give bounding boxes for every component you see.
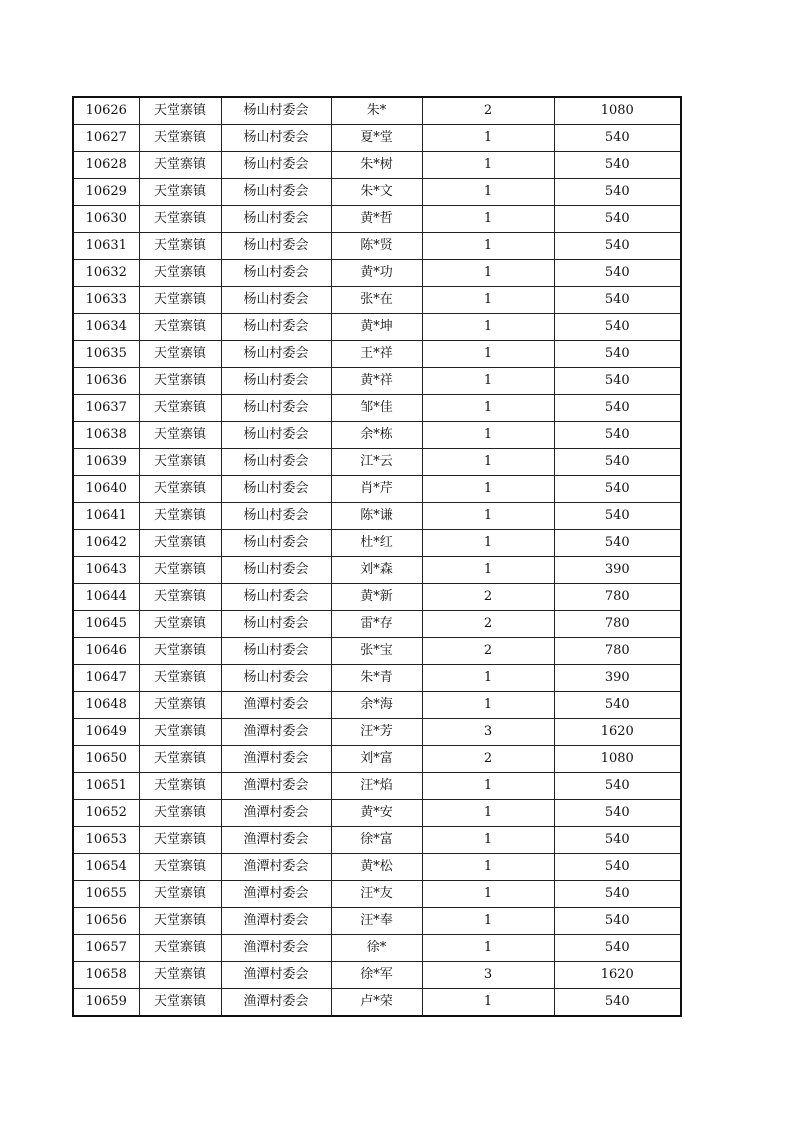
household-size-cell: 1 bbox=[422, 152, 554, 179]
village-committee-cell: 渔潭村委会 bbox=[221, 962, 331, 989]
household-size-cell: 2 bbox=[422, 746, 554, 773]
household-size-cell: 1 bbox=[422, 179, 554, 206]
town-cell: 天堂寨镇 bbox=[139, 962, 221, 989]
town-cell: 天堂寨镇 bbox=[139, 341, 221, 368]
table-row bbox=[73, 584, 681, 611]
amount-cell: 540 bbox=[554, 449, 681, 476]
serial-number-cell: 10636 bbox=[73, 368, 139, 395]
name-cell: 陈*谦 bbox=[331, 503, 422, 530]
village-committee-cell: 渔潭村委会 bbox=[221, 935, 331, 962]
town-cell: 天堂寨镇 bbox=[139, 881, 221, 908]
household-size-cell: 1 bbox=[422, 260, 554, 287]
table-row bbox=[73, 773, 681, 800]
village-committee-cell: 渔潭村委会 bbox=[221, 800, 331, 827]
village-committee-cell: 杨山村委会 bbox=[221, 449, 331, 476]
village-committee-cell: 渔潭村委会 bbox=[221, 746, 331, 773]
name-cell: 朱*树 bbox=[331, 152, 422, 179]
town-cell: 天堂寨镇 bbox=[139, 206, 221, 233]
village-committee-cell: 杨山村委会 bbox=[221, 206, 331, 233]
name-cell: 汪*芳 bbox=[331, 719, 422, 746]
table-row bbox=[73, 449, 681, 476]
amount-cell: 540 bbox=[554, 503, 681, 530]
serial-number-cell: 10632 bbox=[73, 260, 139, 287]
village-committee-cell: 杨山村委会 bbox=[221, 233, 331, 260]
serial-number-cell: 10640 bbox=[73, 476, 139, 503]
name-cell: 肖*芹 bbox=[331, 476, 422, 503]
table-row bbox=[73, 854, 681, 881]
village-committee-cell: 杨山村委会 bbox=[221, 638, 331, 665]
table-row bbox=[73, 368, 681, 395]
amount-cell: 540 bbox=[554, 152, 681, 179]
amount-cell: 540 bbox=[554, 287, 681, 314]
table-row bbox=[73, 962, 681, 989]
amount-cell: 780 bbox=[554, 611, 681, 638]
name-cell: 朱*青 bbox=[331, 665, 422, 692]
village-committee-cell: 渔潭村委会 bbox=[221, 719, 331, 746]
amount-cell: 540 bbox=[554, 989, 681, 1017]
village-committee-cell: 杨山村委会 bbox=[221, 368, 331, 395]
name-cell: 黄*松 bbox=[331, 854, 422, 881]
household-size-cell: 3 bbox=[422, 962, 554, 989]
amount-cell: 1080 bbox=[554, 746, 681, 773]
household-size-cell: 1 bbox=[422, 773, 554, 800]
name-cell: 徐*军 bbox=[331, 962, 422, 989]
village-committee-cell: 渔潭村委会 bbox=[221, 908, 331, 935]
table-row bbox=[73, 476, 681, 503]
household-size-cell: 1 bbox=[422, 908, 554, 935]
town-cell: 天堂寨镇 bbox=[139, 395, 221, 422]
amount-cell: 1080 bbox=[554, 97, 681, 125]
village-committee-cell: 渔潭村委会 bbox=[221, 989, 331, 1017]
amount-cell: 390 bbox=[554, 665, 681, 692]
village-committee-cell: 杨山村委会 bbox=[221, 287, 331, 314]
village-committee-cell: 杨山村委会 bbox=[221, 503, 331, 530]
amount-cell: 540 bbox=[554, 908, 681, 935]
village-committee-cell: 渔潭村委会 bbox=[221, 881, 331, 908]
amount-cell: 540 bbox=[554, 314, 681, 341]
town-cell: 天堂寨镇 bbox=[139, 449, 221, 476]
name-cell: 汪*友 bbox=[331, 881, 422, 908]
household-size-cell: 1 bbox=[422, 287, 554, 314]
table-row bbox=[73, 206, 681, 233]
household-size-cell: 1 bbox=[422, 368, 554, 395]
name-cell: 张*在 bbox=[331, 287, 422, 314]
table-row bbox=[73, 665, 681, 692]
name-cell: 徐*富 bbox=[331, 827, 422, 854]
town-cell: 天堂寨镇 bbox=[139, 314, 221, 341]
name-cell: 卢*荣 bbox=[331, 989, 422, 1017]
name-cell: 朱* bbox=[331, 97, 422, 125]
amount-cell: 780 bbox=[554, 584, 681, 611]
town-cell: 天堂寨镇 bbox=[139, 584, 221, 611]
table-row bbox=[73, 97, 681, 125]
town-cell: 天堂寨镇 bbox=[139, 719, 221, 746]
town-cell: 天堂寨镇 bbox=[139, 773, 221, 800]
name-cell: 雷*存 bbox=[331, 611, 422, 638]
roster-table bbox=[72, 96, 682, 1017]
table-row bbox=[73, 530, 681, 557]
household-size-cell: 1 bbox=[422, 557, 554, 584]
serial-number-cell: 10637 bbox=[73, 395, 139, 422]
serial-number-cell: 10643 bbox=[73, 557, 139, 584]
serial-number-cell: 10630 bbox=[73, 206, 139, 233]
name-cell: 夏*堂 bbox=[331, 125, 422, 152]
serial-number-cell: 10656 bbox=[73, 908, 139, 935]
name-cell: 黄*新 bbox=[331, 584, 422, 611]
town-cell: 天堂寨镇 bbox=[139, 611, 221, 638]
name-cell: 朱*文 bbox=[331, 179, 422, 206]
amount-cell: 540 bbox=[554, 800, 681, 827]
household-size-cell: 1 bbox=[422, 800, 554, 827]
amount-cell: 780 bbox=[554, 638, 681, 665]
table-row bbox=[73, 557, 681, 584]
household-size-cell: 1 bbox=[422, 665, 554, 692]
household-size-cell: 2 bbox=[422, 97, 554, 125]
household-size-cell: 1 bbox=[422, 692, 554, 719]
table-row bbox=[73, 260, 681, 287]
village-committee-cell: 杨山村委会 bbox=[221, 422, 331, 449]
table-row bbox=[73, 233, 681, 260]
amount-cell: 540 bbox=[554, 773, 681, 800]
town-cell: 天堂寨镇 bbox=[139, 179, 221, 206]
town-cell: 天堂寨镇 bbox=[139, 530, 221, 557]
name-cell: 余*栋 bbox=[331, 422, 422, 449]
name-cell: 刘*富 bbox=[331, 746, 422, 773]
table-row bbox=[73, 989, 681, 1017]
household-size-cell: 1 bbox=[422, 530, 554, 557]
serial-number-cell: 10627 bbox=[73, 125, 139, 152]
village-committee-cell: 杨山村委会 bbox=[221, 260, 331, 287]
serial-number-cell: 10652 bbox=[73, 800, 139, 827]
village-committee-cell: 杨山村委会 bbox=[221, 476, 331, 503]
serial-number-cell: 10657 bbox=[73, 935, 139, 962]
table-row bbox=[73, 395, 681, 422]
town-cell: 天堂寨镇 bbox=[139, 152, 221, 179]
name-cell: 黄*祥 bbox=[331, 368, 422, 395]
name-cell: 江*云 bbox=[331, 449, 422, 476]
amount-cell: 540 bbox=[554, 341, 681, 368]
table-row bbox=[73, 800, 681, 827]
town-cell: 天堂寨镇 bbox=[139, 287, 221, 314]
amount-cell: 540 bbox=[554, 260, 681, 287]
table-row bbox=[73, 935, 681, 962]
village-committee-cell: 杨山村委会 bbox=[221, 530, 331, 557]
name-cell: 徐* bbox=[331, 935, 422, 962]
table-row bbox=[73, 908, 681, 935]
amount-cell: 540 bbox=[554, 368, 681, 395]
amount-cell: 540 bbox=[554, 206, 681, 233]
household-size-cell: 1 bbox=[422, 449, 554, 476]
town-cell: 天堂寨镇 bbox=[139, 638, 221, 665]
serial-number-cell: 10631 bbox=[73, 233, 139, 260]
town-cell: 天堂寨镇 bbox=[139, 97, 221, 125]
name-cell: 张*宝 bbox=[331, 638, 422, 665]
serial-number-cell: 10626 bbox=[73, 97, 139, 125]
name-cell: 汪*焰 bbox=[331, 773, 422, 800]
serial-number-cell: 10633 bbox=[73, 287, 139, 314]
serial-number-cell: 10654 bbox=[73, 854, 139, 881]
amount-cell: 540 bbox=[554, 530, 681, 557]
town-cell: 天堂寨镇 bbox=[139, 989, 221, 1017]
town-cell: 天堂寨镇 bbox=[139, 935, 221, 962]
village-committee-cell: 杨山村委会 bbox=[221, 152, 331, 179]
village-committee-cell: 杨山村委会 bbox=[221, 179, 331, 206]
serial-number-cell: 10644 bbox=[73, 584, 139, 611]
household-size-cell: 1 bbox=[422, 881, 554, 908]
roster-table-body bbox=[73, 97, 681, 1016]
table-row bbox=[73, 125, 681, 152]
household-size-cell: 1 bbox=[422, 503, 554, 530]
serial-number-cell: 10635 bbox=[73, 341, 139, 368]
household-size-cell: 1 bbox=[422, 125, 554, 152]
amount-cell: 1620 bbox=[554, 962, 681, 989]
name-cell: 刘*森 bbox=[331, 557, 422, 584]
amount-cell: 540 bbox=[554, 395, 681, 422]
amount-cell: 540 bbox=[554, 854, 681, 881]
town-cell: 天堂寨镇 bbox=[139, 476, 221, 503]
table-row bbox=[73, 314, 681, 341]
serial-number-cell: 10629 bbox=[73, 179, 139, 206]
amount-cell: 540 bbox=[554, 125, 681, 152]
table-row bbox=[73, 881, 681, 908]
village-committee-cell: 渔潭村委会 bbox=[221, 773, 331, 800]
amount-cell: 540 bbox=[554, 233, 681, 260]
name-cell: 黄*哲 bbox=[331, 206, 422, 233]
serial-number-cell: 10651 bbox=[73, 773, 139, 800]
table-row bbox=[73, 503, 681, 530]
town-cell: 天堂寨镇 bbox=[139, 503, 221, 530]
town-cell: 天堂寨镇 bbox=[139, 260, 221, 287]
village-committee-cell: 杨山村委会 bbox=[221, 125, 331, 152]
table-row bbox=[73, 287, 681, 314]
household-size-cell: 3 bbox=[422, 719, 554, 746]
household-size-cell: 1 bbox=[422, 395, 554, 422]
serial-number-cell: 10647 bbox=[73, 665, 139, 692]
household-size-cell: 2 bbox=[422, 584, 554, 611]
household-size-cell: 1 bbox=[422, 989, 554, 1017]
amount-cell: 540 bbox=[554, 476, 681, 503]
name-cell: 汪*奉 bbox=[331, 908, 422, 935]
table-row bbox=[73, 422, 681, 449]
serial-number-cell: 10634 bbox=[73, 314, 139, 341]
serial-number-cell: 10642 bbox=[73, 530, 139, 557]
table-row bbox=[73, 152, 681, 179]
name-cell: 黄*功 bbox=[331, 260, 422, 287]
village-committee-cell: 杨山村委会 bbox=[221, 314, 331, 341]
serial-number-cell: 10648 bbox=[73, 692, 139, 719]
household-size-cell: 1 bbox=[422, 935, 554, 962]
town-cell: 天堂寨镇 bbox=[139, 125, 221, 152]
serial-number-cell: 10646 bbox=[73, 638, 139, 665]
serial-number-cell: 10649 bbox=[73, 719, 139, 746]
serial-number-cell: 10659 bbox=[73, 989, 139, 1017]
amount-cell: 390 bbox=[554, 557, 681, 584]
household-size-cell: 1 bbox=[422, 476, 554, 503]
household-size-cell: 1 bbox=[422, 233, 554, 260]
table-row bbox=[73, 341, 681, 368]
serial-number-cell: 10628 bbox=[73, 152, 139, 179]
household-size-cell: 2 bbox=[422, 638, 554, 665]
name-cell: 杜*红 bbox=[331, 530, 422, 557]
village-committee-cell: 杨山村委会 bbox=[221, 611, 331, 638]
household-size-cell: 1 bbox=[422, 854, 554, 881]
serial-number-cell: 10655 bbox=[73, 881, 139, 908]
town-cell: 天堂寨镇 bbox=[139, 800, 221, 827]
town-cell: 天堂寨镇 bbox=[139, 557, 221, 584]
village-committee-cell: 杨山村委会 bbox=[221, 584, 331, 611]
village-committee-cell: 杨山村委会 bbox=[221, 665, 331, 692]
village-committee-cell: 杨山村委会 bbox=[221, 341, 331, 368]
table-row bbox=[73, 611, 681, 638]
serial-number-cell: 10645 bbox=[73, 611, 139, 638]
town-cell: 天堂寨镇 bbox=[139, 422, 221, 449]
town-cell: 天堂寨镇 bbox=[139, 665, 221, 692]
amount-cell: 540 bbox=[554, 179, 681, 206]
name-cell: 陈*贤 bbox=[331, 233, 422, 260]
town-cell: 天堂寨镇 bbox=[139, 368, 221, 395]
town-cell: 天堂寨镇 bbox=[139, 854, 221, 881]
village-committee-cell: 渔潭村委会 bbox=[221, 827, 331, 854]
amount-cell: 1620 bbox=[554, 719, 681, 746]
village-committee-cell: 杨山村委会 bbox=[221, 557, 331, 584]
amount-cell: 540 bbox=[554, 881, 681, 908]
table-row bbox=[73, 692, 681, 719]
village-committee-cell: 渔潭村委会 bbox=[221, 692, 331, 719]
household-size-cell: 1 bbox=[422, 341, 554, 368]
town-cell: 天堂寨镇 bbox=[139, 233, 221, 260]
serial-number-cell: 10638 bbox=[73, 422, 139, 449]
serial-number-cell: 10641 bbox=[73, 503, 139, 530]
serial-number-cell: 10639 bbox=[73, 449, 139, 476]
serial-number-cell: 10650 bbox=[73, 746, 139, 773]
town-cell: 天堂寨镇 bbox=[139, 827, 221, 854]
table-row bbox=[73, 746, 681, 773]
name-cell: 邹*佳 bbox=[331, 395, 422, 422]
serial-number-cell: 10658 bbox=[73, 962, 139, 989]
household-size-cell: 2 bbox=[422, 611, 554, 638]
household-size-cell: 1 bbox=[422, 314, 554, 341]
table-row bbox=[73, 638, 681, 665]
name-cell: 黄*安 bbox=[331, 800, 422, 827]
amount-cell: 540 bbox=[554, 422, 681, 449]
household-size-cell: 1 bbox=[422, 422, 554, 449]
amount-cell: 540 bbox=[554, 935, 681, 962]
name-cell: 余*海 bbox=[331, 692, 422, 719]
town-cell: 天堂寨镇 bbox=[139, 746, 221, 773]
table-row bbox=[73, 179, 681, 206]
table-row bbox=[73, 827, 681, 854]
household-size-cell: 1 bbox=[422, 827, 554, 854]
table-row bbox=[73, 719, 681, 746]
amount-cell: 540 bbox=[554, 827, 681, 854]
name-cell: 王*祥 bbox=[331, 341, 422, 368]
village-committee-cell: 渔潭村委会 bbox=[221, 854, 331, 881]
amount-cell: 540 bbox=[554, 692, 681, 719]
village-committee-cell: 杨山村委会 bbox=[221, 97, 331, 125]
town-cell: 天堂寨镇 bbox=[139, 692, 221, 719]
household-size-cell: 1 bbox=[422, 206, 554, 233]
name-cell: 黄*坤 bbox=[331, 314, 422, 341]
town-cell: 天堂寨镇 bbox=[139, 908, 221, 935]
serial-number-cell: 10653 bbox=[73, 827, 139, 854]
village-committee-cell: 杨山村委会 bbox=[221, 395, 331, 422]
